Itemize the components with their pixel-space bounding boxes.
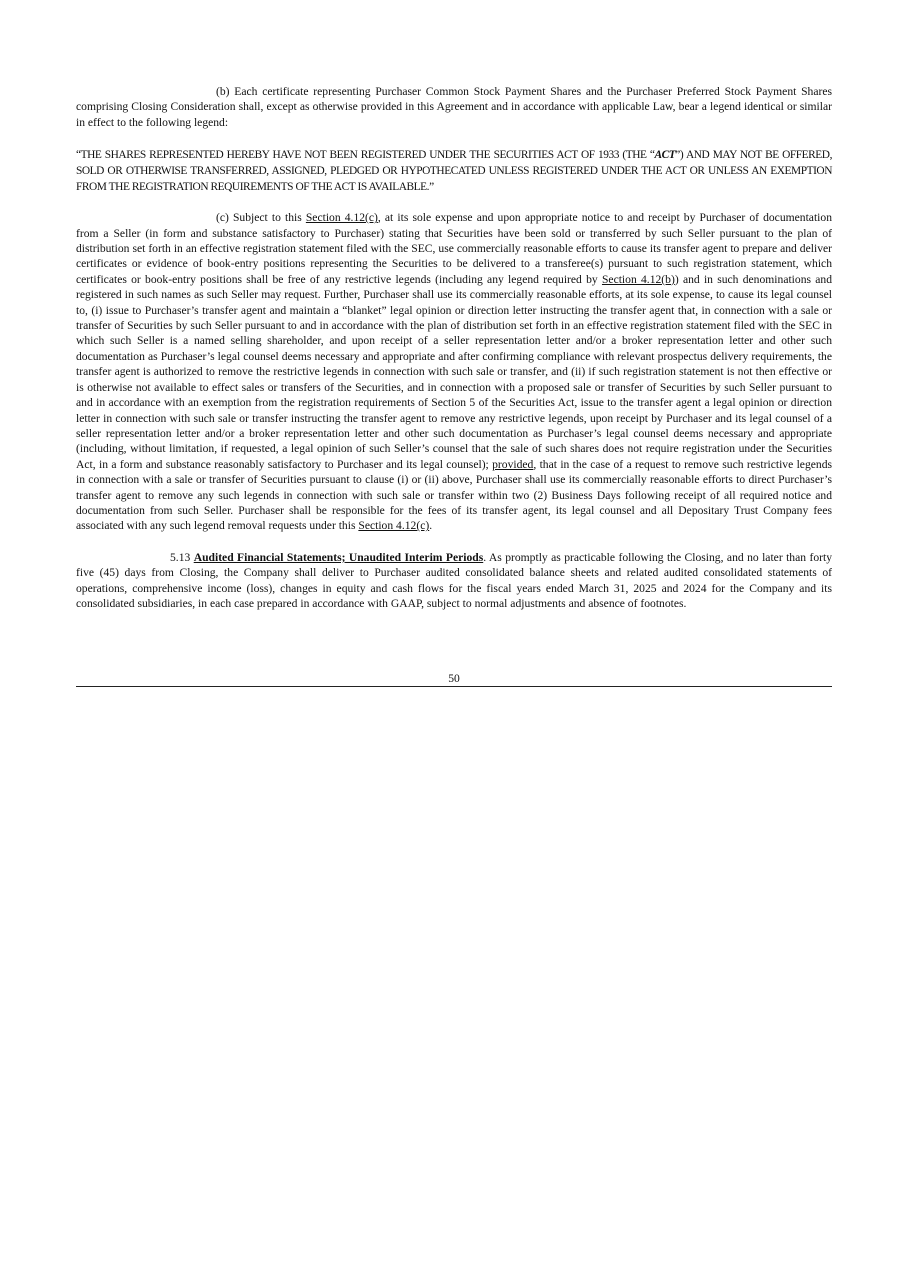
provided-term: provided: [492, 457, 534, 471]
section-body: . As promptly as practicable following the Closing, and no later than forty five (45) days from Closing, the Company shall deliver to Purchaser audited consolidated balance sheets and related audited consolidated statements of operations, comprehensive income (loss), changes in equity and cash flows for the fiscal years ended March 31, 2025 and 2024 for the Company and its consolidated subsidiaries, in each case prepared in accordance with GAAP, subject to normal adjustments and absence of footnotes.: [76, 550, 832, 610]
section-number: 5.13: [170, 550, 194, 564]
section-heading: Audited Financial Statements; Unaudited Interim Periods: [193, 550, 484, 564]
paragraph-c-text-1: (c) Subject to this: [216, 211, 306, 225]
section-reference-4-12-c: Section 4.12(c): [305, 211, 378, 225]
legend-defined-term: ACT: [654, 149, 676, 162]
paragraph-b-text: (b) Each certificate representing Purchaser Common Stock Payment Shares and the Purchaser Preferred Stock Payment Shares comprising Closing Consideration shall, except as otherwise provided in this Agreement and in accordance with applicable Law, bear a legend identical or similar in effect to the following legend:: [76, 85, 832, 129]
section-5-13: [76, 550, 832, 612]
spacer: [76, 195, 832, 210]
restrictive-legend: [76, 147, 832, 195]
footer-divider: [76, 686, 832, 687]
paragraph-c-text-5: .: [429, 519, 433, 533]
page-number: 50: [448, 672, 460, 685]
section-reference-4-12-b: Section 4.12(b): [601, 272, 675, 286]
legend-text-before: “THE SHARES REPRESENTED HEREBY HAVE NOT BEEN REGISTERED UNDER THE SECURITIES ACT OF 1933 (THE “: [76, 149, 655, 162]
legend-text-after: ”) AND MAY NOT BE OFFERED, SOLD OR OTHERWISE TRANSFERRED, ASSIGNED, PLEDGED OR HYPOTHECATED UNLESS REGISTERED UNDER THE ACT OR UNLESS AN EXEMPTION FROM THE REGISTRATION REQUIREMENTS OF THE ACT IS AVAILABLE.”: [76, 149, 832, 194]
spacer: [76, 130, 832, 147]
document-page: [76, 84, 832, 611]
paragraph-c-text-4: , that in the case of a request to remove such restrictive legends in connection with a sale or transfer of Securities pursuant to clause (i) or (ii) above, Purchaser shall use its commercially reasonable efforts to direct Purchaser’s transfer agent to remove any such legends in connection with such sale or transfer within two (2) Business Days following receipt of all required notice and documentation from such Seller. Purchaser shall be responsible for the fees of its transfer agent, its legal counsel and all Depositary Trust Company fees associated with any such legend removal requests under this: [76, 457, 833, 533]
paragraph-c: [76, 210, 832, 534]
paragraph-b: [76, 84, 832, 130]
section-reference-4-12-c-end: Section 4.12(c): [358, 519, 430, 533]
paragraph-c-text-3: ) and in such denominations and registered in such names as such Seller may request. Further, Purchaser shall use its commercially reasonable efforts, at its sole expense, to cause its legal counsel to, (i) issue to Purchaser’s transfer agent and maintain a “blanket” legal opinion or direction letter instructing the transfer agent that, in connection with a sale or transfer of Securities by such Seller pursuant to and in accordance with the plan of distribution set forth in an effective registration statement filed with the SEC in which such Seller is a named selling shareholder, and upon receipt of a seller representation letter and/or a broker representation letter and other such documentation as Purchaser’s legal counsel deems necessary and appropriate and after confirming compliance with relevant prospectus delivery requirements, the transfer agent is authorized to remove the restrictive legends in connection with such sale or transfer, and (ii) if such registration statement is not then effective or is otherwise not available to effect sales or transfers of the Securities, and in connection with a proposed sale or transfer of Securities by such Seller pursuant to and in accordance with an exemption from the registration requirements of Section 5 of the Securities Act, issue to the transfer agent a legal opinion or direction letter in connection with such sale or transfer instructing the transfer agent to remove any restrictive legends, upon receipt by Purchaser and its legal counsel of a seller representation letter and/or a broker representation letter and other such documentation as Purchaser’s legal counsel deems necessary and appropriate (including, without limitation, if requested, a legal opinion of such Seller’s counsel that the sale of such shares does not require registration under the Securities Act, in a form and substance reasonably satisfactory to Purchaser and its legal counsel);: [76, 272, 833, 471]
spacer: [76, 534, 832, 550]
paragraph-c-text-2: , at its sole expense and upon appropriate notice to and receipt by Purchaser of documentation from a Seller (in form and substance satisfactory to Purchaser) stating that Securities have been sold or transferred by such Seller pursuant to the plan of distribution set forth in an effective registration statement filed with the SEC, use commercially reasonable efforts to cause its transfer agent to prepare and deliver certificates or evidence of book-entry positions representing the Securities to be delivered to a transferee(s) pursuant to such registration statement, which certificates or book-entry positions shall be free of any restrictive legends (including any legend required by: [76, 211, 832, 286]
